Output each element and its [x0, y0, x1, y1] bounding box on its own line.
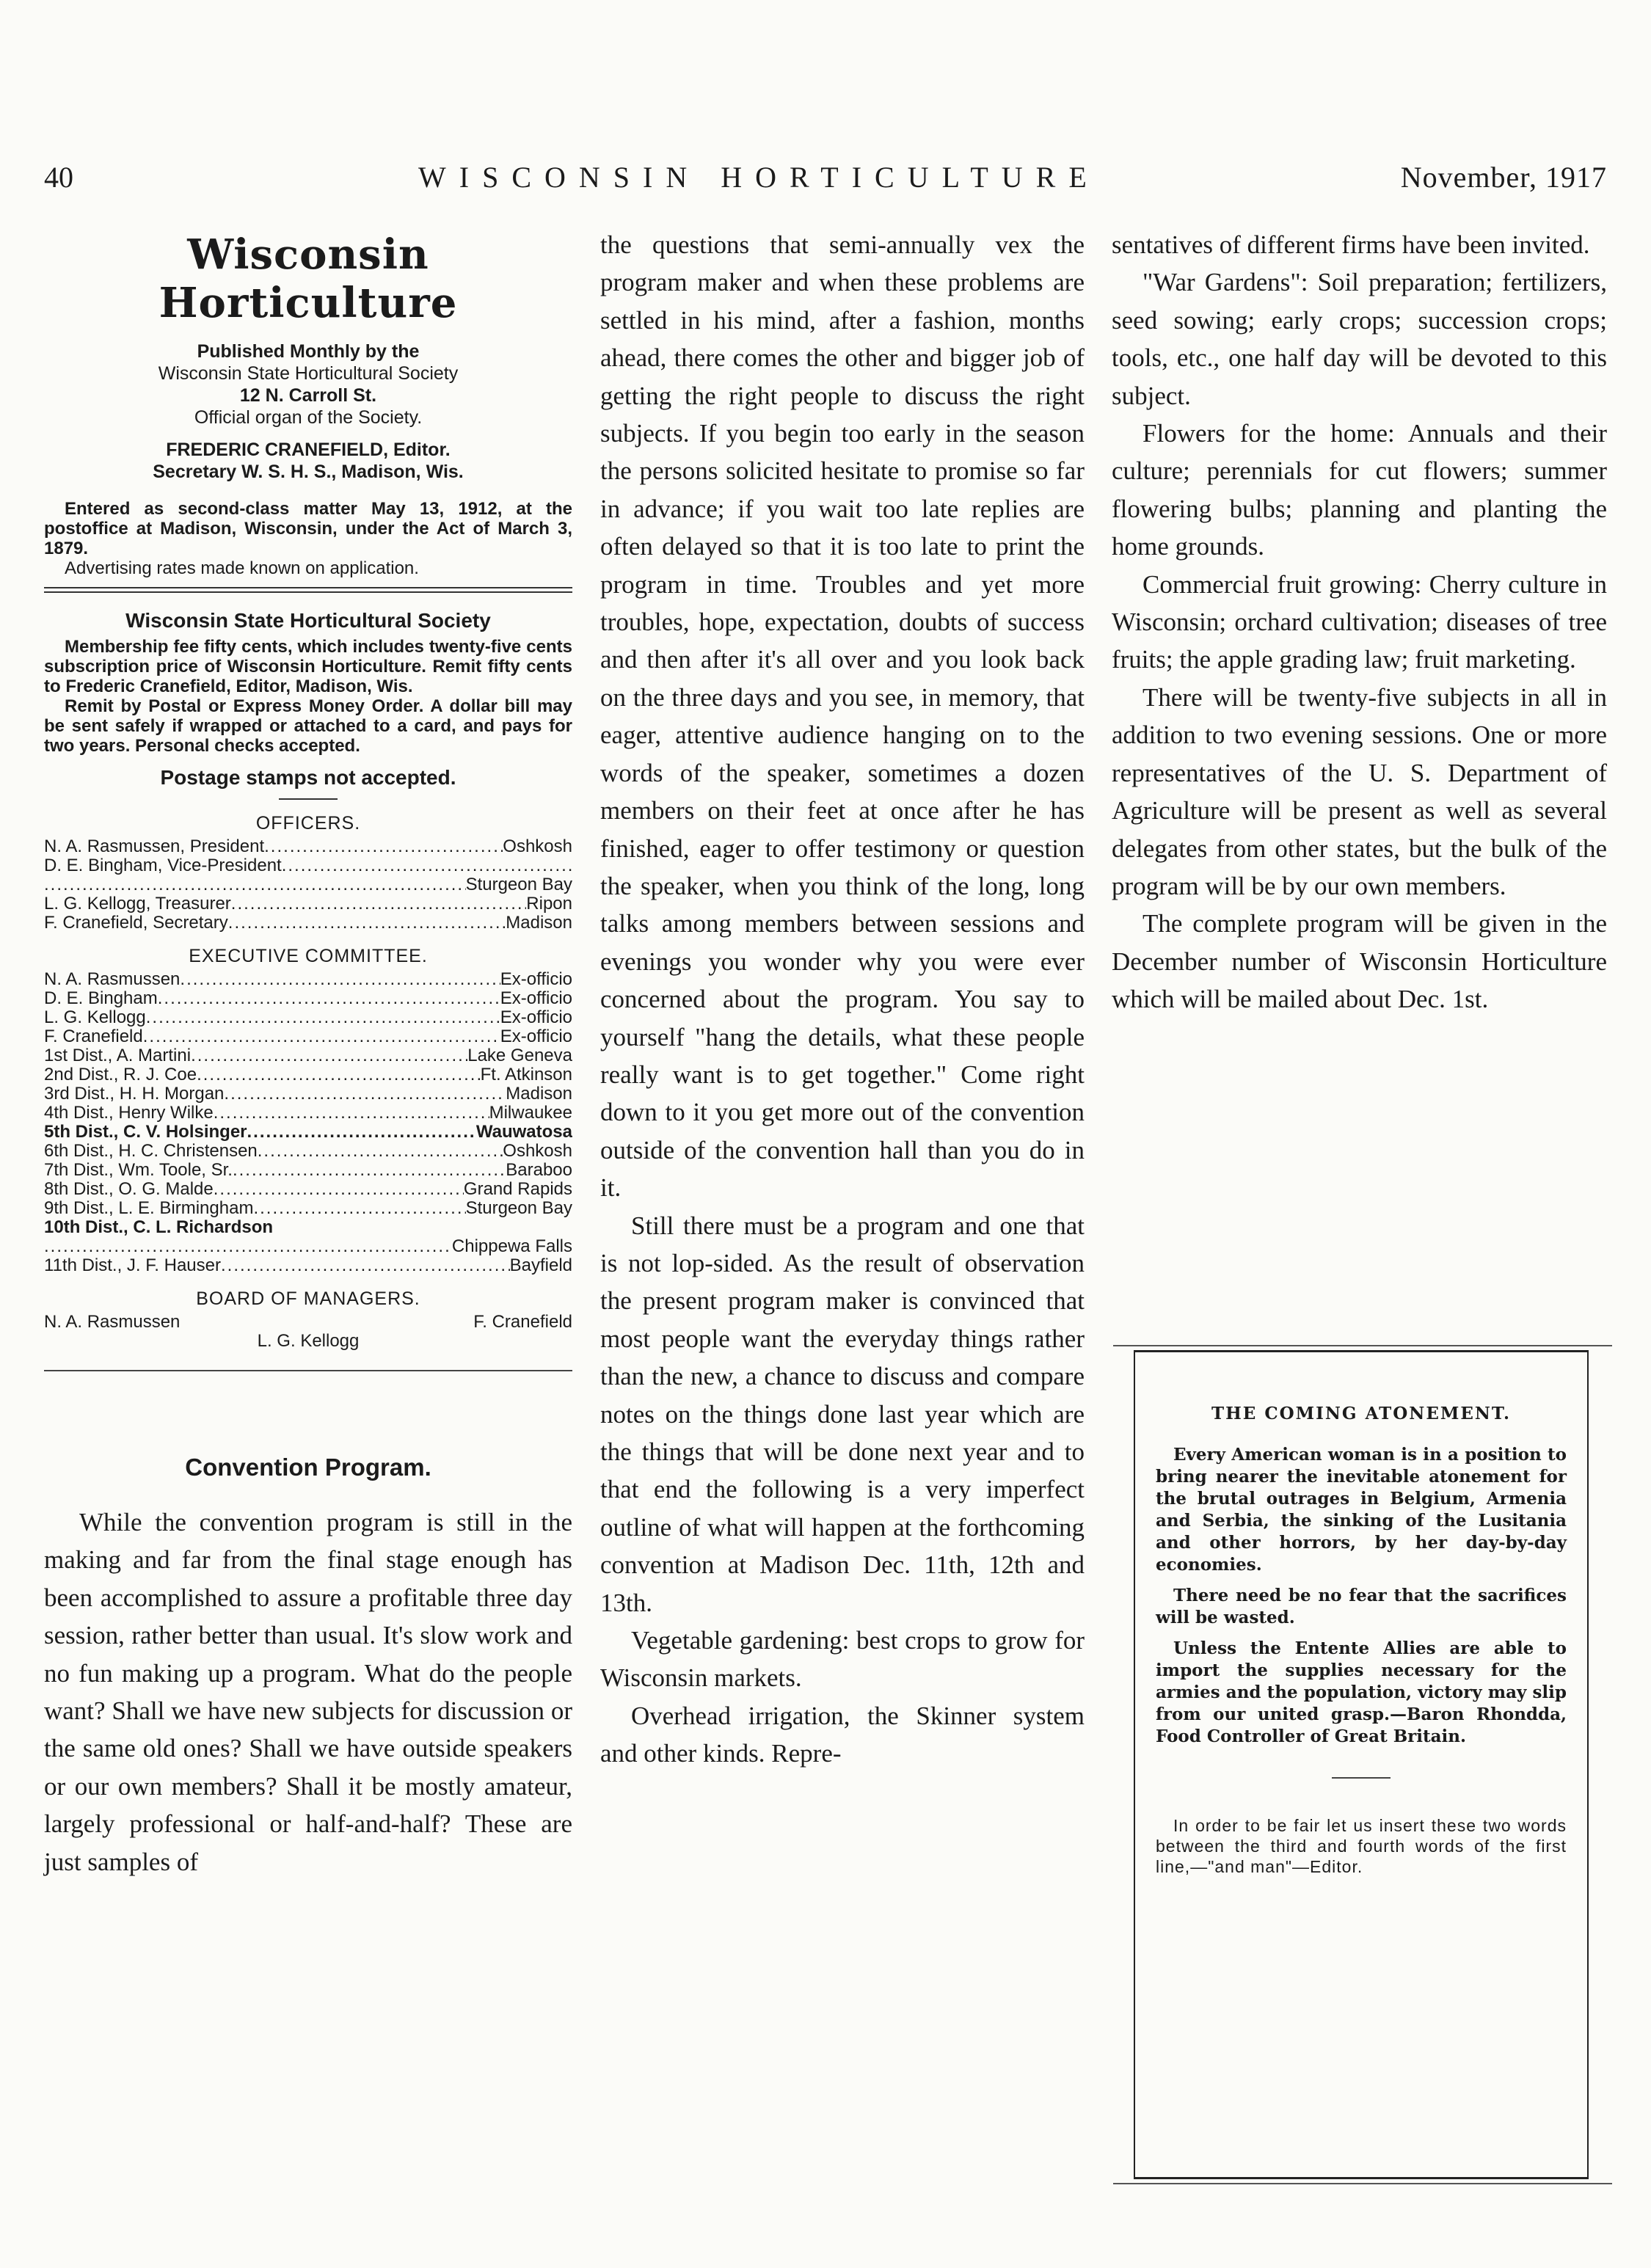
committee-row: N. A. Rasmussen ..... Ex-officio — [44, 970, 572, 989]
officer-row: F. Cranefield, Secretary ..... Madison — [44, 914, 572, 933]
advertising-notice: Advertising rates made known on application. — [65, 558, 419, 578]
page-header — [44, 160, 1607, 211]
masthead-secretary: Secretary W. S. H. S., Madison, Wis. — [153, 462, 464, 482]
manager-center: L. G. Kellogg — [257, 1331, 360, 1351]
convention-paragraph: Vegetable gardening: best crops to grow for Wisconsin markets. — [600, 1626, 1085, 1693]
manager-left: N. A. Rasmussen — [44, 1312, 181, 1332]
committee-row: 2nd Dist., R. J. Coe ..... Ft. Atkinson — [44, 1065, 572, 1084]
atonement-paragraph: There need be no fear that the sacrifices will be wasted. — [1156, 1586, 1567, 1627]
masthead-organ: Official organ of the Society. — [194, 407, 423, 428]
convention-paragraph-continued: sentatives of different firms have been invited. — [1112, 230, 1590, 259]
atonement-paragraph: Unless the Entente Allies are able to import the supplies necessary for the armies and the population, victory may slip from our united grasp.—Baron Rhondda, Food Controller of Great Britain. — [1156, 1638, 1567, 1746]
managers-heading: BOARD OF MANAGERS. — [196, 1288, 420, 1309]
masthead-society: Wisconsin State Horticultural Society — [158, 363, 459, 384]
convention-paragraph: Flowers for the home: Annuals and their culture; perennials for cut flowers; summer flowering bulbs; planning and planting the home grounds. — [1112, 419, 1607, 561]
issue-date: November, 1917 — [1400, 161, 1607, 194]
executive-heading: EXECUTIVE COMMITTEE. — [189, 946, 428, 966]
divider — [44, 1370, 572, 1371]
committee-row: ..... Chippewa Falls — [44, 1237, 572, 1256]
atonement-title: THE COMING ATONEMENT. — [1211, 1404, 1512, 1423]
committee-row: 6th Dist., H. C. Christensen ..... Oshkosh — [44, 1142, 572, 1161]
masthead-title: Wisconsin Horticulture — [158, 230, 458, 327]
convention-paragraph: "War Gardens": Soil preparation; fertilizers, seed sowing; early crops; succession crops; tools, etc., one half day will be devoted to this subject. — [1112, 268, 1607, 410]
convention-paragraph: Overhead irrigation, the Skinner system and other kinds. Repre- — [600, 1701, 1085, 1768]
column-left — [44, 226, 572, 1881]
page-number: 40 — [44, 161, 73, 194]
manager-right: F. Cranefield — [473, 1312, 572, 1332]
column-middle — [600, 226, 1085, 1773]
atonement-paragraph: Every American woman is in a position to bring nearer the inevitable atonement for the brutal outrages in Belgium, Armenia and Serbia, the sinking of the Lusitania and other horrors, by her day-by-day economies. — [1156, 1445, 1567, 1575]
running-title: WISCONSIN HORTICULTURE — [418, 161, 1100, 194]
divider — [279, 798, 338, 800]
committee-row: 11th Dist., J. F. Hauser ..... Bayfield — [44, 1256, 572, 1275]
committee-row: L. G. Kellogg ..... Ex-officio — [44, 1008, 572, 1027]
convention-paragraph: While the convention program is still in the making and far from the final stage enough has been accomplished to assure a profitable three day session, rather better than usual. It's slow work and no fun making up a program. What do the people want? Shall we have new subjects for discussion or the same old ones? Shall we have outside speakers or our own members? Shall it be mostly amateur, largely professional or half-and-half? These are just samples of — [44, 1508, 572, 1876]
convention-paragraph: Still there must be a program and one that is not lop-sided. As the result of observation the present program maker is convinced that most people want the everyday things rather than the new, a chance to discuss and compare notes on the things done last year which are the things that will be done next year and to that end the following is a very imperfect outline of what will happen at the forthcoming convention at Madison Dec. 11th, 12th and 13th. — [600, 1211, 1085, 1617]
convention-paragraph: The complete program will be given in the December number of Wisconsin Horticulture which will be mailed about Dec. 1st. — [1112, 909, 1607, 1014]
managers-row — [44, 1313, 572, 1332]
committee-row: F. Cranefield ..... Ex-officio — [44, 1027, 572, 1046]
editor-note: In order to be fair let us insert these two words between the third and fourth words of the first line,—"and man"—Editor. — [1156, 1816, 1567, 1876]
remit-notice: Remit by Postal or Express Money Order. A dollar bill may be sent safely if wrapped or attached to a card, and pays for two years. Personal checks accepted. — [44, 696, 572, 756]
convention-paragraph: There will be twenty-five subjects in all in addition to two evening sessions. One or more representatives of the U. S. Department of Agriculture will be present as well as several delegates from other states, but the bulk of the program will be by our own members. — [1112, 682, 1607, 900]
committee-row: 5th Dist., C. V. Holsinger ..... Wauwatosa — [44, 1123, 572, 1142]
column-right — [1112, 226, 1607, 1018]
masthead-address: 12 N. Carroll St. — [239, 385, 377, 406]
atonement-box — [1134, 1350, 1589, 2179]
officer-row: N. A. Rasmussen, President ..... Oshkosh — [44, 837, 572, 856]
committee-row: 1st Dist., A. Martini ..... Lake Geneva — [44, 1046, 572, 1065]
officer-row: L. G. Kellogg, Treasurer ..... Ripon — [44, 894, 572, 914]
convention-paragraph-continued: the questions that semi-annually vex the program maker and when these problems are settled in his mind, after a fashion, months ahead, there comes the other and bigger job of getting the right people to discuss the right subjects. If you begin too early in the season the persons solicited hesitate to promise so far in advance; if you wait too late replies are often delayed so that it is too late to print the program in time. Troubles and yet more troubles, hope, expectation, doubts of success and then after it's all over and you look back on the three days and you see, in memory, that eager, attentive audience hanging on to the words of the speaker, sometimes a dozen members on their feet at once after he has finished, eager to offer testimony or question the speaker, when you think of the long, long talks among members between sessions and evenings you wonder why you were ever concerned about the program. You say to yourself "hang the details, what these people really want is to get together." Come right down to it you get more out of the convention outside of the convention hall than you do in it. — [600, 230, 1085, 1203]
postage-notice: Postage stamps not accepted. — [160, 766, 456, 789]
committee-row: 10th Dist., C. L. Richardson — [44, 1218, 274, 1237]
officers-heading: OFFICERS. — [255, 813, 361, 834]
committee-row: 8th Dist., O. G. Malde ..... Grand Rapids — [44, 1180, 572, 1199]
convention-title: Convention Program. — [185, 1454, 431, 1481]
entered-notice: Entered as second-class matter May 13, 1912, at the postoffice at Madison, Wisconsin, under the Act of March 3, 1879. — [44, 499, 572, 558]
double-rule — [44, 587, 572, 593]
membership-notice: Membership fee fifty cents, which includes twenty-five cents subscription price of Wisconsin Horticulture. Remit fifty cents to Frederic Cranefield, Editor, Madison, Wis. — [44, 637, 572, 696]
masthead-editor: FREDERIC CRANEFIELD, Editor. — [166, 440, 451, 460]
society-title: Wisconsin State Horticultural Society — [125, 609, 491, 632]
committee-row: 4th Dist., Henry Wilke ..... Milwaukee — [44, 1104, 572, 1123]
masthead-published: Published Monthly by the — [197, 341, 420, 362]
convention-paragraph: Commercial fruit growing: Cherry culture in Wisconsin; orchard cultivation; diseases of tree fruits; the apple grading law; fruit marketing. — [1112, 569, 1607, 674]
committee-row: 3rd Dist., H. H. Morgan ..... Madison — [44, 1084, 572, 1104]
committee-row: 9th Dist., L. E. Birmingham ..... Sturgeon Bay — [44, 1199, 572, 1218]
committee-row: 7th Dist., Wm. Toole, Sr. ..... Baraboo — [44, 1161, 572, 1180]
committee-row: D. E. Bingham ..... Ex-officio — [44, 989, 572, 1008]
divider — [1332, 1777, 1391, 1779]
officer-row: D. E. Bingham, Vice-President ..... — [44, 856, 572, 875]
officer-row: ..... Sturgeon Bay — [44, 875, 572, 894]
